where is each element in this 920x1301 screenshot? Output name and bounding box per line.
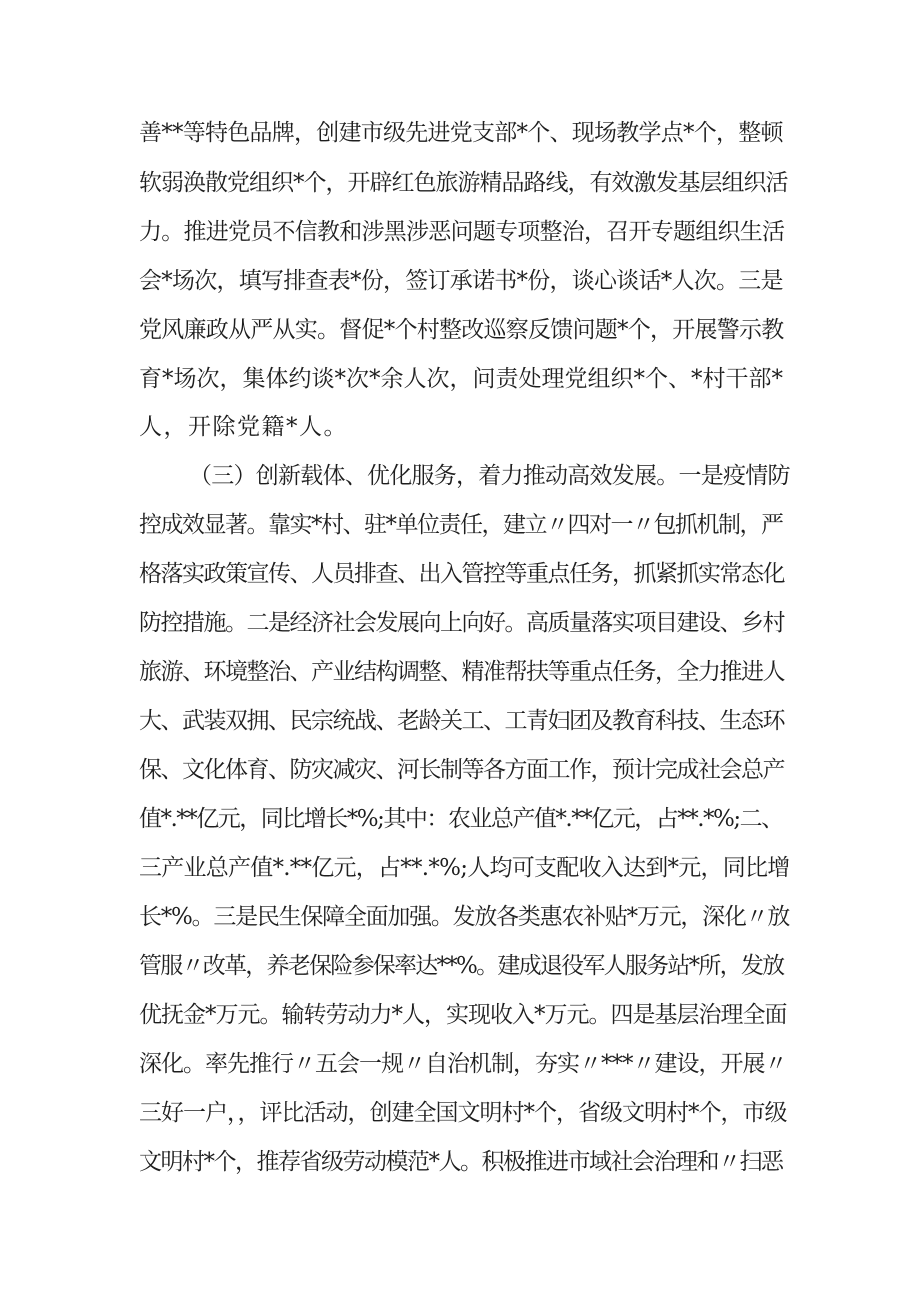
text-line: 三好一户，，评比活动，创建全国文明村*个，省级文明村*个，市级 [139,1100,787,1126]
text-line: 长*%。三是民生保障全面加强。发放各类惠农补贴*万元，深化〃放 [139,904,790,930]
text-line: 旅游、环境整治、产业结构调整、精准帮扶等重点任务，全力推进人 [139,659,784,685]
text-line: 值*.**亿元，同比增长*%;其中：农业总产值*.**亿元，占**.*%;二、 [139,806,783,832]
text-line: 保、文化体育、防灾减灾、河长制等各方面工作，预计完成社会总产 [139,757,784,783]
text-line: 防控措施。二是经济社会发展向上向好。高质量落实项目建设、乡村 [139,610,784,636]
text-line: 善**等特色品牌，创建市级先进党支部*个、现场教学点*个，整顿 [139,120,783,146]
text-line: 软弱涣散党组织*个，开辟红色旅游精品路线，有效激发基层组织活 [139,170,788,196]
text-line: 管服〃改革，养老保险参保率达**%。建成退役军人服务站*所，发放 [139,953,784,979]
text-line: 会*场次，填写排查表*份，签订承诺书*份，谈心谈话*人次。三是 [139,268,783,294]
text-line: 优抚金*万元。输转劳动力*人，实现收入*万元。四是基层治理全面 [139,1002,787,1028]
text-line: 党风廉政从严从实。督促*个村整改巡察反馈问题*个，开展警示教 [139,317,784,343]
text-line: 文明村*个，推荐省级劳动模范*人。积极推进市域社会治理和〃扫恶 [139,1149,783,1175]
text-line: 人，开除党籍*人。 [139,414,348,440]
text-line: 力。推进党员不信教和涉黑涉恶问题专项整治，召开专题组织生活 [139,219,785,245]
text-line: 深化。率先推行〃五会一规〃自治机制，夯实〃***〃建设，开展〃 [139,1051,787,1077]
text-line: 三产业总产值*.**亿元，占**.*%;人均可支配收入达到*元，同比增 [139,855,790,881]
text-line: 控成效显著。靠实*村、驻*单位责任，建立〃四对一〃包抓机制，严 [139,512,783,538]
text-line: 格落实政策宣传、人员排查、出入管控等重点任务，抓紧抓实常态化 [139,561,784,587]
section-heading-line: （三）创新载体、优化服务，着力推动高效发展。一是疫情防 [189,463,790,489]
text-line: 育*场次，集体约谈*次*余人次，问责处理党组织*个、*村干部* [139,366,783,392]
text-line: 大、武装双拥、民宗统战、老龄关工、工青妇团及教育科技、生态环 [139,708,784,734]
